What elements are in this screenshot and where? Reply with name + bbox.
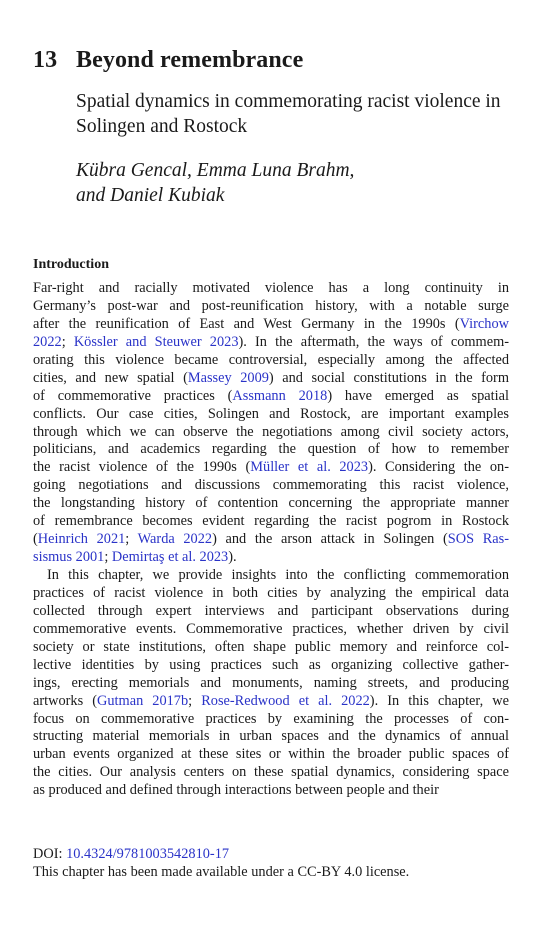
body-line [33, 567, 509, 585]
body-line [33, 459, 509, 477]
body-text-segment: of remembrance becomes evident regarding the racist pogrom in Rostock [33, 513, 509, 530]
chapter-heading [33, 47, 303, 74]
body-line [33, 388, 509, 406]
body-text-segment: Germany’s post-war and post-reunification history, with a notable surge [33, 297, 509, 314]
doi-link[interactable]: 10.4324/9781003542810-17 [66, 846, 230, 862]
chapter-number: 13 [33, 47, 58, 73]
citation-link[interactable]: Virchow [459, 315, 509, 332]
citation-link[interactable]: SOS Ras- [447, 531, 509, 548]
body-text-segment: urban events organized at these sites or within the broader public spaces of [33, 746, 509, 763]
body-text-segment: of commemorative practices ( [33, 387, 233, 404]
body-text-segment: conflicts. Our case cities, Solingen and Rostock, are important examples [33, 405, 509, 422]
body-line [33, 298, 509, 316]
citation-link[interactable]: Kössler and Steuwer 2023 [73, 333, 239, 350]
body-text-segment: focus on commemorative practices by examining the processes of con- [33, 710, 509, 727]
body-text-segment: ings, erecting memorials and monuments, naming streets, and producing [33, 674, 509, 691]
citation-link[interactable]: Demirtaş et al. 2023 [111, 549, 229, 566]
body-text-segment: ) and the arson attack in Solingen ( [212, 531, 448, 548]
body-text-segment: cities, and new spatial ( [33, 369, 188, 386]
body-text-segment: politicians, and academics regarding the question of how to remember [33, 441, 509, 458]
body-line [33, 441, 509, 459]
body-text-segment: structing material memorials in urban spaces and the dynamics of annual [33, 728, 509, 745]
license-note: This chapter has been made available under a CC-BY 4.0 license. [33, 864, 410, 880]
body-text-segment: ; [125, 531, 138, 548]
body-line [33, 639, 509, 657]
body-text-segment: ). In this chapter, we [369, 692, 509, 709]
body-line [33, 549, 509, 567]
body-text-segment: ( [33, 531, 38, 548]
body-text-segment: as produced and defined through interactions between people and their [33, 782, 439, 799]
body-text-segment: orating this violence became controversial, especially among the affected [33, 351, 509, 368]
authors-line-2: and Daniel Kubiak [76, 185, 225, 206]
body-text-segment: practices of racist violence in both cities by analyzing the empirical data [33, 584, 509, 601]
body-text-segment: through which we can observe the negotiations among civil society actors, [33, 423, 509, 440]
body-text-segment: Far-right and racially motivated violence has a long continuity in [33, 280, 509, 296]
body-text-segment: society or state institutions, often shape public memory and reinforce col- [33, 638, 509, 655]
body-text-segment: the longstanding history of contention concerning the appropriate manner [33, 495, 509, 512]
chapter-authors [76, 158, 516, 208]
citation-link[interactable]: sismus 2001 [33, 549, 105, 566]
body-text-segment: ). [228, 549, 237, 566]
chapter-subtitle: Spatial dynamics in commemorating racist violence in Solingen and Rostock [76, 91, 501, 137]
body-line [33, 334, 509, 352]
body-line [33, 406, 509, 424]
body-line [33, 782, 509, 800]
body-text-segment: collected through expert interviews and participant observations during [33, 602, 509, 619]
citation-link[interactable]: Warda 2022 [137, 531, 213, 548]
body-text-segment: ; [188, 692, 202, 709]
body-line [33, 531, 509, 549]
body-text-segment: the racist violence of the 1990s ( [33, 459, 251, 476]
body-line [33, 603, 509, 621]
citation-link[interactable]: Rose-Redwood et al. 2022 [201, 692, 370, 709]
body-line [33, 424, 509, 442]
body-line [33, 585, 509, 603]
body-text-segment: ; [61, 333, 74, 350]
body-text-segment: In this chapter, we provide insights into the conflicting commemoration [47, 567, 509, 583]
body-text-segment: ). Considering the on- [368, 459, 509, 476]
body-line [33, 621, 509, 639]
citation-link[interactable]: Massey 2009 [187, 369, 269, 386]
body-text-segment: ) have emerged as spatial [327, 387, 509, 404]
body-text-segment: commemorative events. Commemorative practices, whether driven by civil [33, 620, 509, 637]
body-text-segment: the cities. Our analysis centers on these spatial dynamics, considering space [33, 764, 509, 781]
citation-link[interactable]: Gutman 2017b [97, 692, 189, 709]
body-line [33, 764, 509, 782]
citation-link[interactable]: Assmann 2018 [232, 387, 328, 404]
body-line [33, 352, 509, 370]
citation-link[interactable]: 2022 [33, 333, 62, 350]
body-line [33, 657, 509, 675]
body-text-segment: artworks ( [33, 692, 98, 709]
chapter-title: Beyond remembrance [76, 47, 304, 73]
body-text [33, 280, 509, 800]
body-text-segment: ). In the aftermath, the ways of commem- [238, 333, 510, 350]
body-line [33, 370, 509, 388]
body-text-segment: ) and social constitutions in the form [268, 369, 509, 386]
citation-link[interactable]: Müller et al. 2023 [250, 459, 369, 476]
body-line [33, 746, 509, 764]
body-line [33, 495, 509, 513]
body-text-segment: after the reunification of East and West Germany in the 1990s ( [33, 315, 460, 332]
body-line [33, 513, 509, 531]
doi-line [33, 845, 409, 863]
body-line [33, 280, 509, 298]
body-line [33, 711, 509, 729]
body-line [33, 477, 509, 495]
body-line [33, 316, 509, 334]
body-line [33, 693, 509, 711]
body-text-segment: going negotiations and discussions commemorating this racist violence, [33, 477, 509, 494]
section-heading: Introduction [33, 257, 109, 272]
footer [33, 845, 409, 881]
doi-label: DOI: [33, 846, 67, 862]
body-text-segment: ; [104, 549, 112, 566]
authors-line-1: Kübra Gencal, Emma Luna Brahm, [76, 160, 355, 181]
citation-link[interactable]: Heinrich 2021 [37, 531, 126, 548]
body-line [33, 728, 509, 746]
body-text-segment: lective identities by using practices such as organizing collective gather- [33, 656, 509, 673]
body-line [33, 675, 509, 693]
